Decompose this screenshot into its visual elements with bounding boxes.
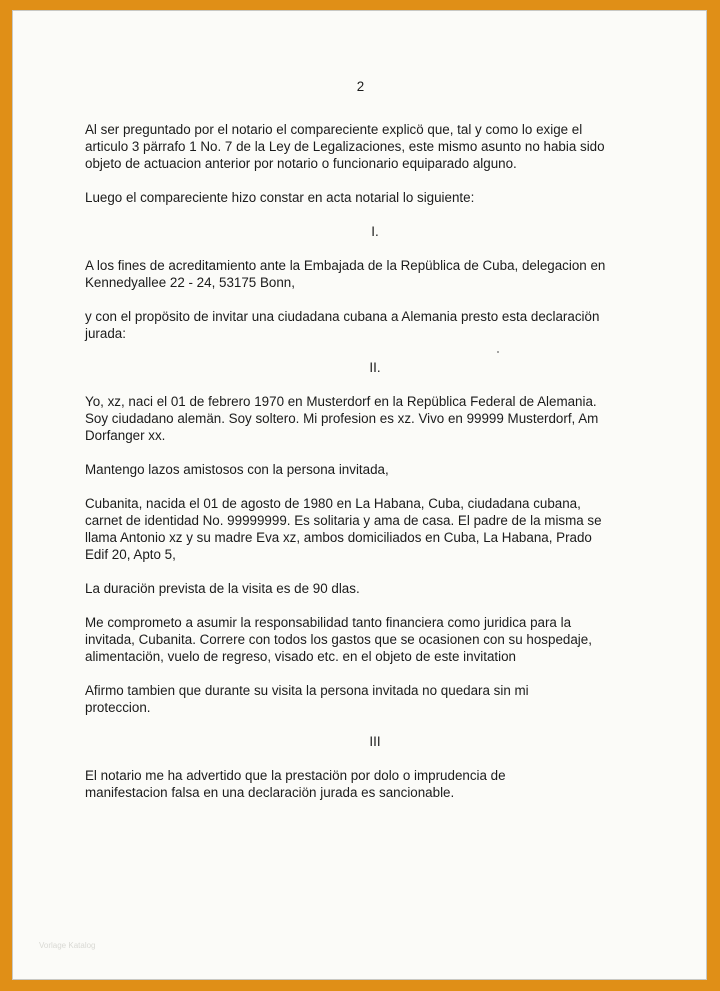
paragraph-notary-warning: El notario me ha advertido que la prestaciön por dolo o imprudencia de manifestacion falsa en una declaraciön jurada es sancionable.	[85, 768, 506, 800]
section-heading-i: I.	[371, 224, 379, 239]
section-heading-iii: III	[369, 734, 381, 749]
paragraph-embassy: A los fines de acreditamiento ante la Embajada de la Repüblica de Cuba, delegacion en Kennedyallee 22 - 24, 53175 Bonn,	[85, 258, 606, 290]
paragraph-purpose: y con el propösito de invitar una ciudadana cubana a Alemania presto esta declaraciön jurada:	[85, 309, 600, 341]
page-number: 2	[356, 79, 365, 94]
watermark: Vorlage Katalog	[39, 941, 96, 950]
section-heading-ii: II.	[369, 360, 381, 375]
paragraph-relationship: Mantengo lazos amistosos con la persona invitada,	[85, 462, 389, 477]
document-page	[12, 10, 707, 980]
paragraph-responsibility: Me comprometo a asumir la responsabilidad tanto financiera como juridica para la invitada, Cubanita. Correre con todos los gastos que se ocasionen con su hospedaje, alimentaciön, vuelo de regreso, visado etc. en el objeto de este invitation	[85, 615, 592, 664]
paragraph-non-prior-action: Al ser preguntado por el notario el compareciente explicö que, tal y como lo exige el articulo 3 pärrafo 1 No. 7 de la Ley de Legalizaciones, este mismo asunto no habia sido objeto de actuacion anterior por notario o funcionario equiparado alguno.	[85, 122, 605, 171]
paragraph-inviter: Yo, xz, naci el 01 de febrero 1970 en Musterdorf en la Repüblica Federal de Alemania. Soy ciudadano alemän. Soy soltero. Mi profesion es xz. Vivo en 99999 Musterdorf, Am Dorfanger xx.	[85, 394, 599, 443]
paragraph-duration: La duraciön prevista de la visita es de 90 dlas.	[85, 581, 360, 596]
paragraph-declaration-intro: Luego el compareciente hizo constar en acta notarial lo siguiente:	[85, 190, 475, 205]
paragraph-invitee: Cubanita, nacida el 01 de agosto de 1980 en La Habana, Cuba, ciudadana cubana, carnet de identidad No. 99999999. Es solitaria y ama de casa. El padre de la misma se llama Antonio xz y su madre Eva xz, ambos domiciliados en Cuba, La Habana, Prado Edif 20, Apto 5,	[85, 496, 602, 562]
scan-speck	[497, 351, 499, 353]
paragraph-protection: Afirmo tambien que durante su visita la persona invitada no quedara sin mi proteccion.	[85, 683, 529, 715]
document-body	[85, 121, 665, 818]
